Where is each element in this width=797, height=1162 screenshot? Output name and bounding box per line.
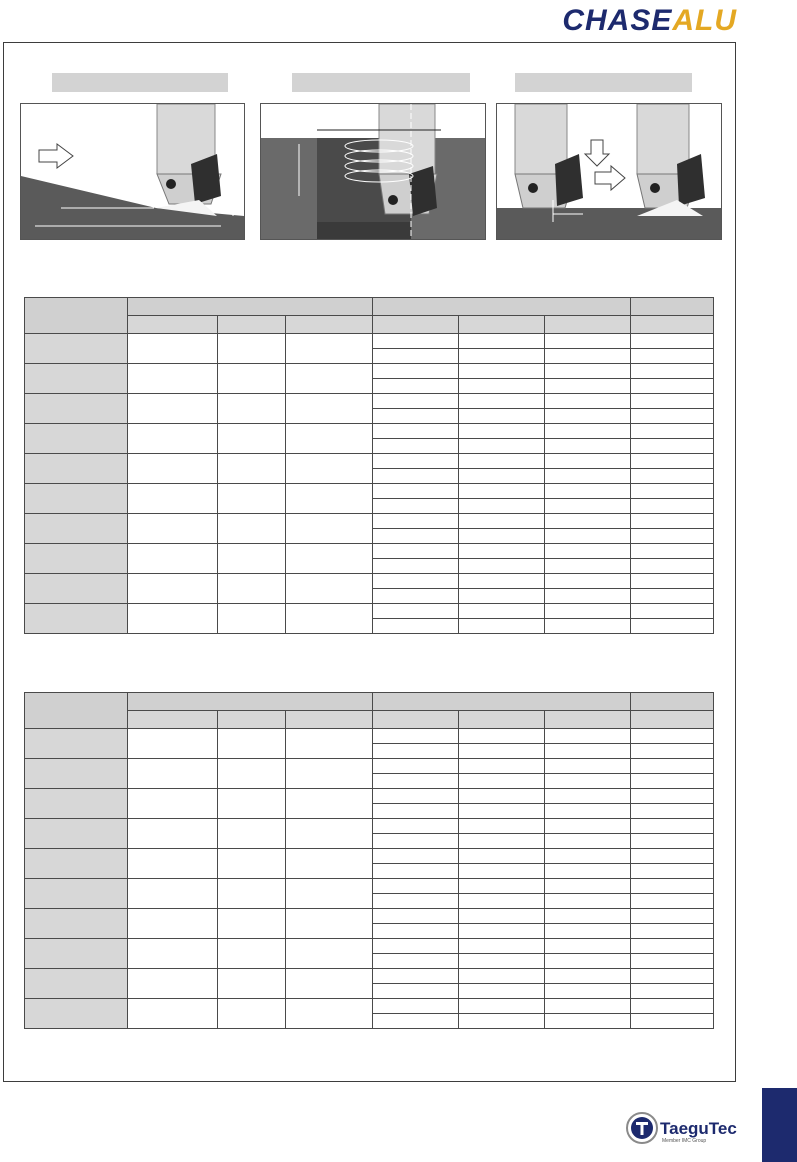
table-cell	[545, 939, 631, 954]
row-label-cell	[25, 334, 128, 364]
table-cell	[631, 729, 714, 744]
table-cell	[373, 589, 459, 604]
row-label-cell	[25, 819, 128, 849]
table-cell	[373, 744, 459, 759]
table-cell	[631, 909, 714, 924]
merged-cell	[128, 544, 218, 574]
table-cell	[373, 604, 459, 619]
table-1-subheader	[373, 316, 459, 334]
merged-cell	[286, 879, 373, 909]
merged-cell	[218, 604, 286, 634]
merged-cell	[286, 334, 373, 364]
table-row	[25, 969, 714, 984]
merged-cell	[128, 909, 218, 939]
table-cell	[459, 454, 545, 469]
table-cell	[459, 744, 545, 759]
merged-cell	[128, 334, 218, 364]
row-label-cell	[25, 729, 128, 759]
table-cell	[459, 364, 545, 379]
table-1-header-group-1	[128, 298, 373, 316]
table-cell	[373, 924, 459, 939]
table-cell	[545, 514, 631, 529]
table-cell	[373, 834, 459, 849]
table-2-subheader	[631, 711, 714, 729]
table-2-subheader	[128, 711, 218, 729]
table-cell	[459, 759, 545, 774]
table-cell	[459, 484, 545, 499]
diagram-caption-bar-3	[515, 73, 692, 92]
merged-cell	[218, 364, 286, 394]
table-row	[25, 424, 714, 439]
row-label-cell	[25, 939, 128, 969]
table-cell	[631, 834, 714, 849]
row-label-cell	[25, 424, 128, 454]
table-2-subheader	[373, 711, 459, 729]
table-row	[25, 909, 714, 924]
table-cell	[459, 334, 545, 349]
table-cell	[373, 499, 459, 514]
table-row	[25, 789, 714, 804]
table-cell	[545, 729, 631, 744]
table-row	[25, 604, 714, 619]
table-row	[25, 484, 714, 499]
table-cell	[373, 619, 459, 634]
table-cell	[631, 424, 714, 439]
table-cell	[545, 894, 631, 909]
table-cell	[459, 349, 545, 364]
merged-cell	[128, 969, 218, 999]
merged-cell	[128, 514, 218, 544]
table-cell	[545, 879, 631, 894]
table-cell	[459, 819, 545, 834]
merged-cell	[128, 574, 218, 604]
table-2-subheader	[218, 711, 286, 729]
table-cell	[459, 834, 545, 849]
taegutec-logo: TaeguTec Member IMC Group	[624, 1107, 744, 1147]
table-cell	[631, 574, 714, 589]
merged-cell	[218, 939, 286, 969]
table-cell	[631, 379, 714, 394]
table-cell	[459, 424, 545, 439]
table-cell	[459, 409, 545, 424]
table-cell	[631, 894, 714, 909]
arrow-right-icon	[39, 144, 73, 168]
table-cell	[459, 909, 545, 924]
row-label-cell	[25, 454, 128, 484]
table-cell	[459, 574, 545, 589]
table-cell	[373, 849, 459, 864]
table-cell	[373, 939, 459, 954]
table-cell	[459, 864, 545, 879]
table-cell	[545, 954, 631, 969]
table-cell	[373, 379, 459, 394]
table-cell	[545, 379, 631, 394]
table-cell	[545, 969, 631, 984]
table-cell	[631, 984, 714, 999]
row-label-cell	[25, 394, 128, 424]
table-cell	[373, 879, 459, 894]
table-cell	[373, 514, 459, 529]
table-cell	[459, 604, 545, 619]
table-cell	[545, 999, 631, 1014]
table-cell	[545, 409, 631, 424]
table-cell	[373, 409, 459, 424]
table-row	[25, 364, 714, 379]
table-cell	[459, 969, 545, 984]
table-cell	[459, 954, 545, 969]
row-label-cell	[25, 484, 128, 514]
table-cell	[631, 529, 714, 544]
table-cell	[545, 484, 631, 499]
merged-cell	[286, 454, 373, 484]
table-2-header-corner	[25, 693, 128, 729]
table-cell	[545, 924, 631, 939]
table-row	[25, 514, 714, 529]
table-1-body	[25, 334, 714, 634]
merged-cell	[218, 969, 286, 999]
table-cell	[373, 529, 459, 544]
table-cell	[631, 879, 714, 894]
table-cell	[545, 394, 631, 409]
table-cell	[373, 774, 459, 789]
table-cell	[545, 439, 631, 454]
table-cell	[631, 619, 714, 634]
merged-cell	[128, 789, 218, 819]
table-2-header-group-2	[373, 693, 631, 711]
merged-cell	[286, 759, 373, 789]
merged-cell	[218, 999, 286, 1029]
table-cell	[545, 819, 631, 834]
merged-cell	[128, 999, 218, 1029]
merged-cell	[128, 729, 218, 759]
table-cell	[545, 529, 631, 544]
table-2-subheader	[545, 711, 631, 729]
table-cell	[631, 439, 714, 454]
row-label-cell	[25, 789, 128, 819]
table-cell	[545, 864, 631, 879]
table-cell	[545, 499, 631, 514]
table-cell	[545, 834, 631, 849]
merged-cell	[128, 394, 218, 424]
merged-cell	[286, 484, 373, 514]
table-cell	[373, 999, 459, 1014]
merged-cell	[286, 939, 373, 969]
table-row	[25, 454, 714, 469]
merged-cell	[128, 424, 218, 454]
table-1-subheader	[459, 316, 545, 334]
table-row	[25, 394, 714, 409]
merged-cell	[286, 999, 373, 1029]
merged-cell	[286, 544, 373, 574]
table-cell	[545, 589, 631, 604]
merged-cell	[286, 514, 373, 544]
table-cell	[459, 849, 545, 864]
table-cell	[631, 514, 714, 529]
merged-cell	[286, 394, 373, 424]
table-cell	[631, 589, 714, 604]
table-cell	[545, 984, 631, 999]
table-cell	[459, 924, 545, 939]
table-cell	[459, 999, 545, 1014]
merged-cell	[218, 574, 286, 604]
merged-cell	[128, 454, 218, 484]
table-cell	[631, 334, 714, 349]
table-cell	[545, 349, 631, 364]
table-cell	[373, 729, 459, 744]
table-row	[25, 849, 714, 864]
table-cell	[545, 804, 631, 819]
table-cell	[373, 469, 459, 484]
table-cell	[631, 849, 714, 864]
table-cell	[373, 484, 459, 499]
table-cell	[545, 849, 631, 864]
spec-table-2	[24, 692, 714, 1029]
row-label-cell	[25, 909, 128, 939]
table-cell	[459, 939, 545, 954]
table-cell	[459, 804, 545, 819]
table-cell	[459, 774, 545, 789]
table-cell	[459, 544, 545, 559]
table-cell	[631, 1014, 714, 1029]
table-cell	[459, 529, 545, 544]
table-1-header-group-3	[631, 298, 714, 316]
table-cell	[459, 879, 545, 894]
merged-cell	[218, 394, 286, 424]
table-cell	[373, 804, 459, 819]
table-cell	[459, 439, 545, 454]
table-cell	[545, 424, 631, 439]
table-cell	[459, 514, 545, 529]
table-cell	[631, 999, 714, 1014]
merged-cell	[218, 484, 286, 514]
table-cell	[373, 984, 459, 999]
table-row	[25, 334, 714, 349]
table-cell	[631, 349, 714, 364]
table-row	[25, 999, 714, 1014]
table-cell	[373, 424, 459, 439]
table-1-subheader	[128, 316, 218, 334]
merged-cell	[286, 604, 373, 634]
row-label-cell	[25, 759, 128, 789]
table-1-subheader	[286, 316, 373, 334]
merged-cell	[128, 939, 218, 969]
table-cell	[373, 819, 459, 834]
table-row	[25, 544, 714, 559]
merged-cell	[218, 544, 286, 574]
merged-cell	[128, 604, 218, 634]
merged-cell	[218, 514, 286, 544]
table-cell	[631, 559, 714, 574]
table-cell	[545, 604, 631, 619]
table-cell	[545, 559, 631, 574]
table-cell	[631, 969, 714, 984]
table-cell	[631, 819, 714, 834]
section-tab	[762, 1088, 797, 1162]
row-label-cell	[25, 969, 128, 999]
table-row	[25, 879, 714, 894]
merged-cell	[286, 849, 373, 879]
table-cell	[631, 924, 714, 939]
merged-cell	[286, 909, 373, 939]
table-cell	[373, 954, 459, 969]
table-cell	[545, 454, 631, 469]
arrow-down-icon	[585, 140, 609, 166]
merged-cell	[218, 789, 286, 819]
table-cell	[631, 744, 714, 759]
row-label-cell	[25, 574, 128, 604]
diagram-caption-bar-1	[52, 73, 228, 92]
table-cell	[631, 604, 714, 619]
table-cell	[459, 394, 545, 409]
merged-cell	[286, 574, 373, 604]
table-1-subheader	[631, 316, 714, 334]
table-cell	[373, 349, 459, 364]
row-label-cell	[25, 544, 128, 574]
table-cell	[545, 544, 631, 559]
table-cell	[459, 589, 545, 604]
merged-cell	[128, 484, 218, 514]
table-cell	[373, 454, 459, 469]
table-cell	[373, 909, 459, 924]
table-cell	[631, 364, 714, 379]
table-cell	[459, 729, 545, 744]
table-cell	[631, 939, 714, 954]
merged-cell	[128, 364, 218, 394]
table-cell	[373, 894, 459, 909]
row-label-cell	[25, 604, 128, 634]
merged-cell	[286, 424, 373, 454]
table-cell	[545, 574, 631, 589]
table-cell	[631, 394, 714, 409]
table-cell	[459, 789, 545, 804]
table-1-header-corner	[25, 298, 128, 334]
table-1-subheader	[545, 316, 631, 334]
table-cell	[545, 619, 631, 634]
table-cell	[459, 559, 545, 574]
row-label-cell	[25, 364, 128, 394]
table-cell	[545, 759, 631, 774]
merged-cell	[128, 819, 218, 849]
table-2-header-group-3	[631, 693, 714, 711]
table-1-header-group-2	[373, 298, 631, 316]
table-cell	[373, 969, 459, 984]
table-cell	[631, 484, 714, 499]
table-cell	[459, 379, 545, 394]
arrow-right-icon	[595, 166, 625, 190]
table-cell	[545, 789, 631, 804]
diagram-caption-bar-2	[292, 73, 470, 92]
row-label-cell	[25, 514, 128, 544]
table-row	[25, 759, 714, 774]
table-cell	[545, 469, 631, 484]
table-row	[25, 574, 714, 589]
table-cell	[631, 544, 714, 559]
merged-cell	[218, 454, 286, 484]
merged-cell	[218, 879, 286, 909]
helical-interpolation-diagram	[260, 103, 486, 240]
table-cell	[631, 954, 714, 969]
merged-cell	[218, 909, 286, 939]
table-cell	[373, 789, 459, 804]
merged-cell	[218, 849, 286, 879]
table-cell	[545, 774, 631, 789]
table-2-body	[25, 729, 714, 1029]
table-cell	[373, 759, 459, 774]
table-cell	[631, 454, 714, 469]
table-cell	[631, 499, 714, 514]
merged-cell	[128, 879, 218, 909]
merged-cell	[218, 334, 286, 364]
plunge-and-traverse-diagram	[496, 103, 722, 240]
table-cell	[373, 334, 459, 349]
table-row	[25, 939, 714, 954]
table-2-subheader	[459, 711, 545, 729]
table-cell	[631, 409, 714, 424]
merged-cell	[218, 759, 286, 789]
merged-cell	[128, 759, 218, 789]
table-cell	[459, 619, 545, 634]
table-row	[25, 729, 714, 744]
table-cell	[631, 774, 714, 789]
row-label-cell	[25, 879, 128, 909]
table-cell	[545, 1014, 631, 1029]
table-cell	[545, 334, 631, 349]
merged-cell	[218, 819, 286, 849]
table-cell	[373, 1014, 459, 1029]
table-cell	[631, 864, 714, 879]
table-cell	[459, 894, 545, 909]
table-cell	[545, 909, 631, 924]
table-1-subheader	[218, 316, 286, 334]
merged-cell	[286, 364, 373, 394]
merged-cell	[286, 819, 373, 849]
table-cell	[631, 759, 714, 774]
table-2-header-group-1	[128, 693, 373, 711]
table-cell	[373, 439, 459, 454]
table-cell	[459, 499, 545, 514]
table-cell	[545, 744, 631, 759]
table-cell	[459, 1014, 545, 1029]
merged-cell	[218, 729, 286, 759]
table-cell	[631, 789, 714, 804]
table-cell	[545, 364, 631, 379]
table-2-subheader	[286, 711, 373, 729]
row-label-cell	[25, 999, 128, 1029]
merged-cell	[286, 729, 373, 759]
table-cell	[373, 559, 459, 574]
table-cell	[373, 394, 459, 409]
spec-table-1	[24, 297, 714, 634]
table-cell	[459, 469, 545, 484]
table-cell	[373, 364, 459, 379]
table-cell	[373, 574, 459, 589]
taegutec-emblem-icon	[624, 1107, 660, 1147]
row-label-cell	[25, 849, 128, 879]
chasealu-logo: CHASEALU	[562, 4, 737, 37]
table-cell	[459, 984, 545, 999]
merged-cell	[286, 969, 373, 999]
merged-cell	[128, 849, 218, 879]
merged-cell	[218, 424, 286, 454]
merged-cell	[286, 789, 373, 819]
table-row	[25, 819, 714, 834]
ramping-diagram	[20, 103, 245, 240]
table-cell	[373, 544, 459, 559]
table-cell	[631, 469, 714, 484]
table-cell	[373, 864, 459, 879]
table-cell	[631, 804, 714, 819]
